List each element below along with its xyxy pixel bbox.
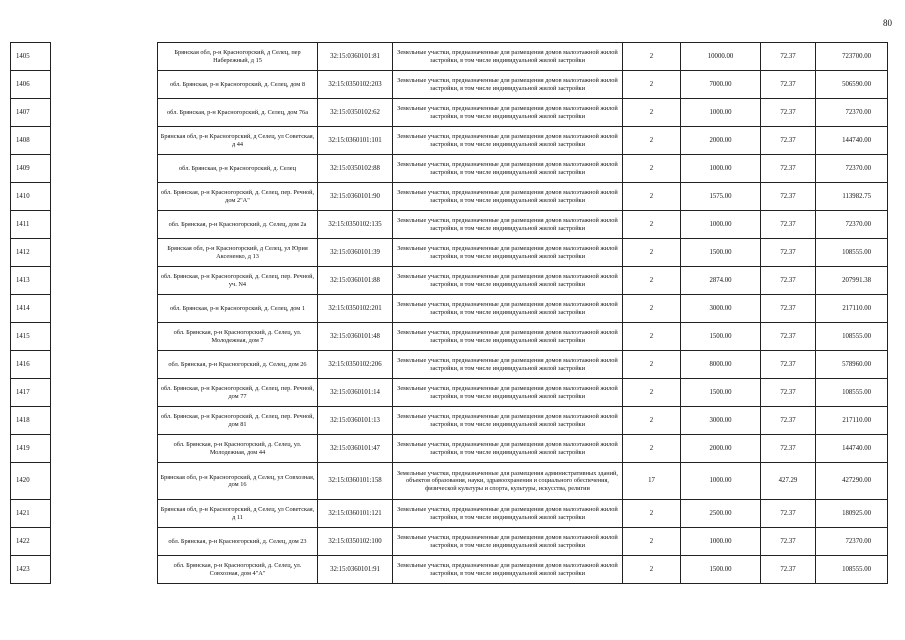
area-cell: 10000.00 [681,43,761,71]
area-cell: 3000.00 [681,295,761,323]
group-cell: 2 [623,155,681,183]
land-use-cell: Земельные участки, предназначенные для размещения домов малоэтажной жилой застройки, в том числе индивидуальной жилой застройки [393,211,623,239]
area-cell: 1500.00 [681,323,761,351]
land-use-cell: Земельные участки, предназначенные для размещения домов малоэтажной жилой застройки, в том числе индивидуальной жилой застройки [393,556,623,584]
cadastral-number-cell: 32:15:0360101:90 [318,183,393,211]
specific-value-cell: 427.29 [761,463,816,500]
cadastral-value-cell: 144740.00 [816,127,888,155]
cadastral-number-cell: 32:15:0350102:203 [318,71,393,99]
cadastral-value-cell: 506590.00 [816,71,888,99]
row-number: 1410 [11,183,51,211]
table-row [11,295,888,323]
specific-value-cell: 72.37 [761,528,816,556]
cadastral-number-cell: 32:15:0350102:201 [318,295,393,323]
land-use-cell: Земельные участки, предназначенные для размещения домов малоэтажной жилой застройки, в том числе индивидуальной жилой застройки [393,155,623,183]
row-number: 1418 [11,407,51,435]
specific-value-cell: 72.37 [761,267,816,295]
specific-value-cell: 72.37 [761,183,816,211]
cadastral-number-cell: 32:15:0350102:135 [318,211,393,239]
row-number: 1406 [11,71,51,99]
specific-value-cell: 72.37 [761,43,816,71]
area-cell: 1500.00 [681,379,761,407]
specific-value-cell: 72.37 [761,155,816,183]
blank-cell [51,43,158,71]
area-cell: 1500.00 [681,556,761,584]
cadastral-number-cell: 32:15:0360101:47 [318,435,393,463]
group-cell: 2 [623,211,681,239]
land-use-cell: Земельные участки, предназначенные для размещения домов малоэтажной жилой застройки, в том числе индивидуальной жилой застройки [393,71,623,99]
blank-cell [51,295,158,323]
land-use-cell: Земельные участки, предназначенные для размещения домов малоэтажной жилой застройки, в том числе индивидуальной жилой застройки [393,323,623,351]
blank-cell [51,351,158,379]
cadastral-value-cell: 217110.00 [816,295,888,323]
blank-cell [51,463,158,500]
group-cell: 2 [623,435,681,463]
address-cell: обл. Брянская, р-н Красногорский, д. Селец, ул. Молодежная, дом 44 [158,435,318,463]
table-row [11,43,888,71]
specific-value-cell: 72.37 [761,127,816,155]
address-cell: обл. Брянская, р-н Красногорский, д. Селец, ул. Молодежная, дом 7 [158,323,318,351]
cadastral-value-cell: 108555.00 [816,239,888,267]
specific-value-cell: 72.37 [761,351,816,379]
cadastral-value-cell: 72370.00 [816,211,888,239]
blank-cell [51,379,158,407]
row-number: 1415 [11,323,51,351]
area-cell: 2500.00 [681,500,761,528]
cadastral-number-cell: 32:15:0360101:91 [318,556,393,584]
group-cell: 2 [623,127,681,155]
blank-cell [51,556,158,584]
land-use-cell: Земельные участки, предназначенные для размещения домов малоэтажной жилой застройки, в том числе индивидуальной жилой застройки [393,295,623,323]
address-cell: обл. Брянская, р-н Красногорский, д. Селец, пер. Речной, дом 77 [158,379,318,407]
group-cell: 2 [623,351,681,379]
group-cell: 2 [623,528,681,556]
cadastral-value-cell: 144740.00 [816,435,888,463]
table-row [11,99,888,127]
area-cell: 1000.00 [681,211,761,239]
row-number: 1423 [11,556,51,584]
cadastral-value-cell: 180925.00 [816,500,888,528]
cadastral-number-cell: 32:15:0360101:14 [318,379,393,407]
cadastral-number-cell: 32:15:0360101:88 [318,267,393,295]
blank-cell [51,500,158,528]
specific-value-cell: 72.37 [761,379,816,407]
row-number: 1411 [11,211,51,239]
table-row [11,435,888,463]
table-row [11,379,888,407]
address-cell: обл. Брянская, р-н Красногорский, д. Селец [158,155,318,183]
land-use-cell: Земельные участки, предназначенные для размещения домов малоэтажной жилой застройки, в том числе индивидуальной жилой застройки [393,183,623,211]
specific-value-cell: 72.37 [761,295,816,323]
group-cell: 2 [623,295,681,323]
table-row [11,351,888,379]
address-cell: обл. Брянская, р-н Красногорский, д. Селец, дом 26 [158,351,318,379]
row-number: 1420 [11,463,51,500]
cadastral-value-cell: 108555.00 [816,556,888,584]
cadastral-value-cell: 72370.00 [816,155,888,183]
group-cell: 2 [623,71,681,99]
address-cell: Брянская обл, р-н Красногорский, д Селец, ул Юрия Аксененко, д 13 [158,239,318,267]
row-number: 1408 [11,127,51,155]
address-cell: обл. Брянская, р-н Красногорский, д. Селец, дом 23 [158,528,318,556]
specific-value-cell: 72.37 [761,500,816,528]
table-row [11,407,888,435]
cadastral-number-cell: 32:15:0350102:62 [318,99,393,127]
group-cell: 2 [623,556,681,584]
specific-value-cell: 72.37 [761,239,816,267]
land-use-cell: Земельные участки, предназначенные для размещения домов малоэтажной жилой застройки, в том числе индивидуальной жилой застройки [393,267,623,295]
land-use-cell: Земельные участки, предназначенные для размещения домов малоэтажной жилой застройки, в том числе индивидуальной жилой застройки [393,351,623,379]
area-cell: 1000.00 [681,155,761,183]
cadastral-value-cell: 72370.00 [816,528,888,556]
group-cell: 2 [623,43,681,71]
area-cell: 2000.00 [681,435,761,463]
table-row [11,183,888,211]
land-use-cell: Земельные участки, предназначенные для размещения домов малоэтажной жилой застройки, в том числе индивидуальной жилой застройки [393,379,623,407]
land-use-cell: Земельные участки, предназначенные для размещения домов малоэтажной жилой застройки, в том числе индивидуальной жилой застройки [393,500,623,528]
row-number: 1422 [11,528,51,556]
group-cell: 2 [623,267,681,295]
blank-cell [51,528,158,556]
blank-cell [51,435,158,463]
blank-cell [51,71,158,99]
land-use-cell: Земельные участки, предназначенные для размещения домов малоэтажной жилой застройки, в том числе индивидуальной жилой застройки [393,528,623,556]
row-number: 1409 [11,155,51,183]
table-body [11,43,888,584]
row-number: 1414 [11,295,51,323]
cadastral-value-cell: 108555.00 [816,323,888,351]
land-use-cell: Земельные участки, предназначенные для размещения домов малоэтажной жилой застройки, в том числе индивидуальной жилой застройки [393,239,623,267]
cadastral-number-cell: 32:15:0360101:48 [318,323,393,351]
area-cell: 1000.00 [681,99,761,127]
area-cell: 1500.00 [681,239,761,267]
row-number: 1419 [11,435,51,463]
table-row [11,127,888,155]
table-row [11,528,888,556]
blank-cell [51,323,158,351]
cadastral-value-cell: 217110.00 [816,407,888,435]
group-cell: 2 [623,183,681,211]
address-cell: обл. Брянская, р-н Красногорский, д. Селец, дом 76а [158,99,318,127]
row-number: 1417 [11,379,51,407]
land-use-cell: Земельные участки, предназначенные для размещения домов малоэтажной жилой застройки, в том числе индивидуальной жилой застройки [393,127,623,155]
land-use-cell: Земельные участки, предназначенные для размещения административных зданий, объектов образования, науки, здравоохранения и социального обеспечения, физической культуры и спорта, культуры, искусства, религии [393,463,623,500]
row-number: 1405 [11,43,51,71]
cadastral-number-cell: 32:15:0350102:100 [318,528,393,556]
group-cell: 2 [623,379,681,407]
cadastral-value-cell: 207991.38 [816,267,888,295]
address-cell: Брянская обл, р-н Красногорский, д Селец, ул Советская, д 44 [158,127,318,155]
table-row [11,556,888,584]
address-cell: обл. Брянская, р-н Красногорский, д. Селец, дом 2а [158,211,318,239]
table-row [11,155,888,183]
blank-cell [51,267,158,295]
specific-value-cell: 72.37 [761,407,816,435]
cadastral-number-cell: 32:15:0360101:81 [318,43,393,71]
cadastral-value-cell: 108555.00 [816,379,888,407]
land-use-cell: Земельные участки, предназначенные для размещения домов малоэтажной жилой застройки, в том числе индивидуальной жилой застройки [393,407,623,435]
address-cell: обл. Брянская, р-н Красногорский, д. Селец, ул. Совхозная, дом 4"А" [158,556,318,584]
specific-value-cell: 72.37 [761,323,816,351]
row-number: 1407 [11,99,51,127]
group-cell: 17 [623,463,681,500]
cadastral-number-cell: 32:15:0360101:39 [318,239,393,267]
table-row [11,71,888,99]
specific-value-cell: 72.37 [761,99,816,127]
row-number: 1416 [11,351,51,379]
address-cell: обл. Брянская, р-н Красногорский, д. Селец, дом 8 [158,71,318,99]
table-row [11,323,888,351]
area-cell: 8000.00 [681,351,761,379]
group-cell: 2 [623,99,681,127]
page-number: 80 [883,18,892,28]
area-cell: 3000.00 [681,407,761,435]
table-row [11,239,888,267]
cadastral-value-cell: 427290.00 [816,463,888,500]
land-use-cell: Земельные участки, предназначенные для размещения домов малоэтажной жилой застройки, в том числе индивидуальной жилой застройки [393,435,623,463]
table-row [11,211,888,239]
area-cell: 1000.00 [681,528,761,556]
land-use-cell: Земельные участки, предназначенные для размещения домов малоэтажной жилой застройки, в том числе индивидуальной жилой застройки [393,43,623,71]
row-number: 1413 [11,267,51,295]
address-cell: обл. Брянская, р-н Красногорский, д. Селец, пер. Речной, уч. N4 [158,267,318,295]
specific-value-cell: 72.37 [761,435,816,463]
row-number: 1412 [11,239,51,267]
specific-value-cell: 72.37 [761,211,816,239]
blank-cell [51,155,158,183]
blank-cell [51,127,158,155]
cadastral-number-cell: 32:15:0350102:206 [318,351,393,379]
cadastral-value-table [10,42,888,584]
cadastral-number-cell: 32:15:0360101:121 [318,500,393,528]
address-cell: обл. Брянская, р-н Красногорский, д. Селец, дом 1 [158,295,318,323]
table-row [11,463,888,500]
address-cell: Брянская обл, р-н Красногорский, д Селец, ул Советская, д 11 [158,500,318,528]
table-row [11,500,888,528]
table-row [11,267,888,295]
cadastral-value-cell: 113982.75 [816,183,888,211]
group-cell: 2 [623,239,681,267]
cadastral-value-cell: 72370.00 [816,99,888,127]
cadastral-number-cell: 32:15:0350102:88 [318,155,393,183]
address-cell: Брянская обл, р-н Красногорский, д Селец, пер Набережный, д 15 [158,43,318,71]
row-number: 1421 [11,500,51,528]
cadastral-value-cell: 723700.00 [816,43,888,71]
blank-cell [51,183,158,211]
land-use-cell: Земельные участки, предназначенные для размещения домов малоэтажной жилой застройки, в том числе индивидуальной жилой застройки [393,99,623,127]
cadastral-number-cell: 32:15:0360101:101 [318,127,393,155]
specific-value-cell: 72.37 [761,71,816,99]
cadastral-number-cell: 32:15:0360101:13 [318,407,393,435]
area-cell: 2000.00 [681,127,761,155]
blank-cell [51,99,158,127]
area-cell: 1000.00 [681,463,761,500]
address-cell: обл. Брянская, р-н Красногорский, д. Селец, пер. Речной, дом 81 [158,407,318,435]
address-cell: Брянская обл, р-н Красногорский, д Селец, ул Совхозная, дом 16 [158,463,318,500]
group-cell: 2 [623,500,681,528]
blank-cell [51,407,158,435]
blank-cell [51,239,158,267]
specific-value-cell: 72.37 [761,556,816,584]
address-cell: обл. Брянская, р-н Красногорский, д. Селец, пер. Речной, дом 2"А" [158,183,318,211]
area-cell: 1575.00 [681,183,761,211]
group-cell: 2 [623,323,681,351]
cadastral-number-cell: 32:15:0360101:158 [318,463,393,500]
area-cell: 2874.00 [681,267,761,295]
blank-cell [51,211,158,239]
area-cell: 7000.00 [681,71,761,99]
cadastral-value-cell: 578960.00 [816,351,888,379]
group-cell: 2 [623,407,681,435]
